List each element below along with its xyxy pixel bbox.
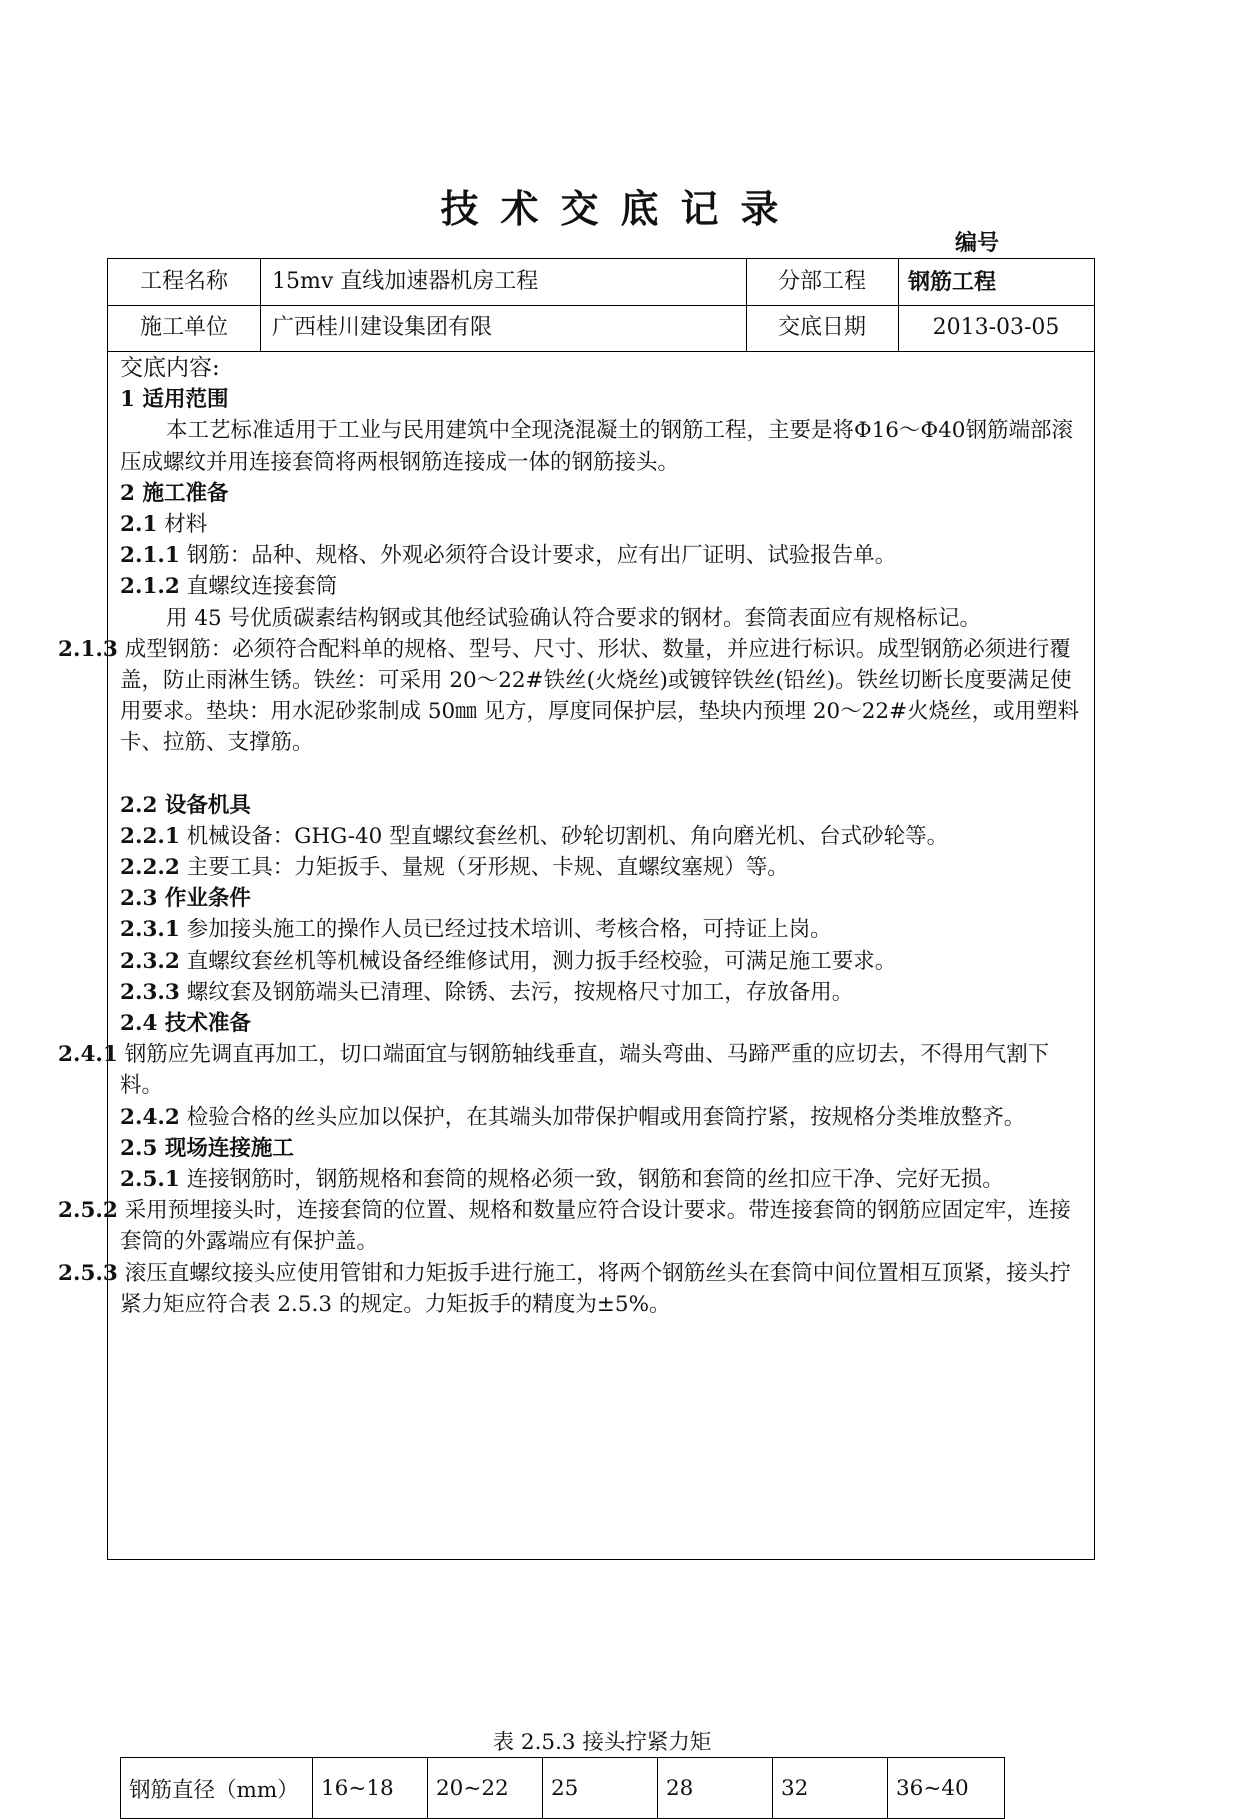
briefing-content — [58, 353, 1082, 1320]
clause-text: 材料 — [164, 512, 208, 538]
table-row — [121, 1758, 1005, 1819]
clause-number: 2.5.3 — [58, 1260, 118, 1286]
clause — [120, 946, 1082, 977]
section-heading: 2.2 设备机具 — [120, 792, 251, 818]
clause — [120, 571, 1082, 602]
clause-number: 2.5.1 — [120, 1167, 180, 1193]
clause — [58, 1258, 1082, 1320]
table-row-label: 钢筋直径（mm） — [121, 1758, 313, 1819]
clause-number: 2.3.1 — [120, 917, 180, 943]
clause — [120, 1164, 1082, 1195]
clause — [120, 977, 1082, 1008]
clause-text: 直螺纹套丝机等机械设备经维修试用，测力扳手经校验，可满足施工要求。 — [186, 948, 897, 974]
clause-number: 2.2.2 — [120, 855, 180, 881]
section-heading: 2.4 技术准备 — [120, 1011, 251, 1037]
clause — [120, 821, 1082, 852]
clause-number: 2.4.1 — [58, 1042, 118, 1068]
table-cell: 16~18 — [313, 1758, 428, 1819]
table-cell: 32 — [773, 1758, 888, 1819]
clause-text: 主要工具：力矩扳手、量规（牙形规、卡规、直螺纹塞规）等。 — [186, 855, 789, 881]
clause-number: 2.1 — [120, 512, 158, 538]
subsection — [120, 509, 1082, 540]
section-heading: 2.5 现场连接施工 — [120, 1135, 294, 1161]
clause — [120, 852, 1082, 883]
label-sub-project: 分部工程 — [777, 269, 866, 294]
clause-number: 2.1.1 — [120, 543, 180, 569]
document-title: 技术交底记录 — [440, 186, 801, 231]
record-form — [58, 258, 1095, 1803]
construction-unit: 广西桂川建设集团有限 — [272, 315, 493, 340]
clause-number: 2.1.3 — [58, 636, 118, 662]
clause-text: 参加接头施工的操作人员已经过技术培训、考核合格，可持证上岗。 — [186, 917, 832, 943]
paragraph: 用 45 号优质碳素结构钢或其他经试验确认符合要求的钢材。套筒表面应有规格标记。 — [166, 605, 982, 631]
clause-text: 钢筋应先调直再加工，切口端面宜与钢筋轴线垂直，端头弯曲、马蹄严重的应切去，不得用气割下料。 — [120, 1042, 1050, 1099]
label-briefing-date: 交底日期 — [777, 315, 866, 340]
clause-text: 钢筋：品种、规格、外观必须符合设计要求，应有出厂证明、试验报告单。 — [186, 543, 897, 569]
label-construction-unit: 施工单位 — [139, 315, 228, 340]
content-heading: 交底内容: — [120, 355, 220, 381]
torque-table — [120, 1757, 1005, 1819]
clause-text: 采用预埋接头时，连接套筒的位置、规格和数量应符合设计要求。带连接套筒的钢筋应固定牢，连接套筒的外露端应有保护盖。 — [120, 1198, 1071, 1255]
sub-project: 钢筋工程 — [908, 269, 997, 295]
column-divider — [260, 259, 261, 351]
clause-text: 检验合格的丝头应加以保护，在其端头加带保护帽或用套筒拧紧，按规格分类堆放整齐。 — [186, 1104, 1026, 1130]
clause-text: 螺纹套及钢筋端头已清理、除锈、去污，按规格尺寸加工，存放备用。 — [186, 979, 854, 1005]
section-heading: 2 施工准备 — [120, 480, 229, 506]
clause-text: 滚压直螺纹接头应使用管钳和力矩扳手进行施工，将两个钢筋丝头在套筒中间位置相互顶紧，接头拧紧力矩应符合表 2.5.3 的规定。力矩扳手的精度为±5%。 — [120, 1260, 1071, 1317]
spacer — [120, 759, 1082, 790]
clause-number: 2.3.2 — [120, 948, 180, 974]
table-cell: 25 — [543, 1758, 658, 1819]
table-caption: 表 2.5.3 接头拧紧力矩 — [492, 1730, 712, 1755]
table-cell: 36~40 — [888, 1758, 1005, 1819]
paragraph: 本工艺标准适用于工业与民用建筑中全现浇混凝土的钢筋工程，主要是将Φ16～Φ40钢筋端部滚压成螺纹并用连接套筒将两根钢筋连接成一体的钢筋接头。 — [120, 418, 1073, 475]
project-name: 15mv 直线加速器机房工程 — [272, 269, 539, 294]
section-heading: 1 适用范围 — [120, 387, 229, 413]
clause-text: 机械设备：GHG-40 型直螺纹套丝机、砂轮切割机、角向磨光机、台式砂轮等。 — [186, 823, 949, 849]
briefing-date: 2013-03-05 — [932, 315, 1060, 340]
label-project-name: 工程名称 — [139, 269, 228, 294]
table-cell: 20~22 — [428, 1758, 543, 1819]
clause — [58, 1195, 1082, 1257]
clause — [120, 914, 1082, 945]
clause-number: 2.2.1 — [120, 823, 180, 849]
clause — [58, 634, 1082, 759]
clause-number: 2.3.3 — [120, 979, 180, 1005]
clause-text: 成型钢筋：必须符合配料单的规格、型号、尺寸、形状、数量，并应进行标识。成型钢筋必须进行覆盖，防止雨淋生锈。铁丝：可采用 20～22#铁丝(火烧丝)或镀锌铁丝(铅丝)。铁丝切断长度要满足使用要求。垫块：用水泥砂浆制成 50㎜ 见方，厚度同保护层，垫块内预埋 20～22#火烧丝，或用塑料卡、拉筋、支撑筋。 — [120, 636, 1080, 756]
clause — [120, 540, 1082, 571]
clause-number: 2.1.2 — [120, 574, 180, 600]
code-label: 编号 — [955, 230, 1000, 256]
clause-text: 连接钢筋时，钢筋规格和套筒的规格必须一致，钢筋和套筒的丝扣应干净、完好无损。 — [186, 1167, 1004, 1193]
clause — [58, 1039, 1082, 1101]
clause-text: 直螺纹连接套筒 — [186, 574, 338, 600]
clause — [120, 1102, 1082, 1133]
row-divider — [108, 351, 1094, 352]
clause-number: 2.4.2 — [120, 1104, 180, 1130]
clause-number: 2.5.2 — [58, 1198, 118, 1224]
table-cell: 28 — [658, 1758, 773, 1819]
section-heading: 2.3 作业条件 — [120, 886, 251, 912]
